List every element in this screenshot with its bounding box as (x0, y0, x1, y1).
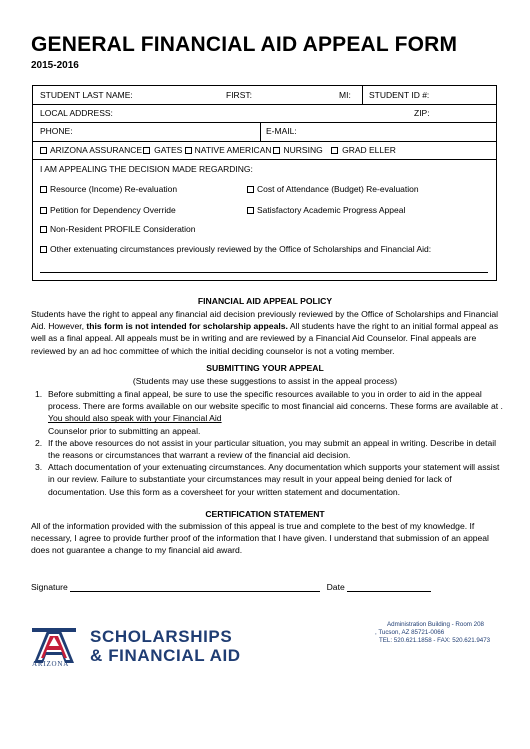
checkbox-arizona-assurance[interactable] (40, 147, 47, 154)
signature-line[interactable] (70, 583, 320, 592)
policy-bold-text: this form is not intended for scholarship appeals. (86, 321, 288, 332)
checkbox-cost-of-attendance[interactable] (247, 186, 254, 193)
signature-row (31, 582, 431, 592)
list-item: 2. If the above resources do not assist in your particular situation, you may submit an appeal in writing. Describe in detail the reasons or circumstances that warrant a review of the financial aid decision. (35, 437, 497, 461)
zip-label: ZIP: (414, 108, 430, 118)
appeal-form-box (32, 85, 497, 281)
certification-heading: CERTIFICATION STATEMENT (205, 509, 325, 519)
option-dependency-override (40, 205, 176, 215)
arizona-wordmark: ARIZONA (32, 660, 70, 668)
option-cost-of-attendance (247, 184, 419, 194)
checkbox-resource-income[interactable] (40, 186, 47, 193)
checkbox-non-resident-profile[interactable] (40, 226, 47, 233)
program-gates: GATES (154, 145, 183, 155)
list-item-text: If the above resources do not assist in your particular situation, you may submit an appeal in writing. Describe in detail the reasons or circumstances that warrant a review of the financial aid decision. (48, 437, 497, 461)
signature-label: Signature (31, 582, 68, 592)
local-address-label: LOCAL ADDRESS: (40, 108, 113, 118)
option-other-label: Other extenuating circumstances previously reviewed by the Office of Scholarships and Financial Aid: (50, 244, 432, 254)
logo-line1: SCHOLARSHIPS (90, 627, 233, 646)
phone-fax: TEL: 520.621.1858 - FAX: 520.621.9473 (379, 637, 491, 645)
policy-text-part2: All students have the right to an initial formal appeal as well as a final appeal. All appeals must be in writing and are reviewed by a Financial Aid Counselor. Final appeals are reviewed by an ad hoc committee of which the initial deciding counselor is not a voting member. (31, 321, 499, 356)
list-item-text: Before submitting a final appeal, be sure to use the specific resources available to you in order to aid in the appeal process. There are forms available on our website specific to most financial aid concerns. These forms are available at . (48, 389, 503, 412)
first-name-label: FIRST: (226, 90, 252, 100)
arizona-a-logo-icon (32, 625, 76, 665)
policy-text-part1: Students have the right to appeal any financial aid decision previously reviewed by the Office of Scholarships and Financial Aid. However, (31, 309, 499, 332)
address-line2: , Tucson, AZ 85721-0066 (375, 629, 445, 637)
page-title: GENERAL FINANCIAL AID APPEAL FORM (31, 33, 458, 56)
program-native-american: NATIVE AMERICAN (194, 145, 272, 155)
policy-heading: FINANCIAL AID APPEAL POLICY (197, 296, 333, 306)
option-other (40, 244, 431, 254)
student-last-name-label: STUDENT LAST NAME: (40, 90, 133, 100)
submitting-heading: SUBMITTING YOUR APPEAL (206, 363, 324, 373)
option-non-resident-profile (40, 224, 196, 234)
phone-label: PHONE: (40, 126, 73, 136)
program-grad-eller: GRAD ELLER (342, 145, 396, 155)
checkbox-gates[interactable] (143, 147, 150, 154)
address-line1: Administration Building - Room 208 (387, 621, 484, 628)
date-line[interactable] (347, 583, 431, 592)
option-sap-label: Satisfactory Academic Progress Appeal (257, 205, 406, 215)
checkbox-nursing[interactable] (273, 147, 280, 154)
checkbox-sap[interactable] (247, 207, 254, 214)
speak-with-counselor-link[interactable]: You should also speak with your Financial Aid (48, 413, 222, 424)
date-label: Date (326, 582, 345, 592)
list-item: 1. Before submitting a final appeal, be sure to use the specific resources available to you in order to aid in the appeal process. There are forms available on our website specific to most financial aid concerns. These forms are available at . You should also speak with your Financial Aid Counselor prior to submitting an appeal. (35, 389, 503, 436)
submitting-subheading: (Students may use these suggestions to assist in the appeal process) (132, 376, 398, 386)
option-cost-of-attendance-label: Cost of Attendance (Budget) Re-evaluation (257, 184, 419, 194)
logo-line2: & FINANCIAL AID (90, 646, 241, 665)
certification-text: All of the information provided with the submission of this appeal is true and complete to the best of my knowledge. If necessary, I agree to provide further proof of the information that I have given. I understand that submission of an appeal does not guarantee a change to my financial aid award. (31, 521, 489, 556)
option-resource-income-label: Resource (Income) Re-evaluation (50, 184, 178, 194)
email-label: E-MAIL: (266, 126, 297, 136)
checkbox-other[interactable] (40, 246, 47, 253)
other-write-in-line[interactable] (40, 272, 488, 273)
checkbox-dependency-override[interactable] (40, 207, 47, 214)
scholarships-logo-text (90, 627, 241, 665)
option-non-resident-profile-label: Non-Resident PROFILE Consideration (50, 224, 196, 234)
option-resource-income (40, 184, 177, 194)
policy-text (31, 308, 501, 357)
checkbox-grad-eller[interactable] (331, 147, 338, 154)
award-year: 2015-2016 (31, 60, 79, 71)
list-item-text: Counselor prior to submitting an appeal. (48, 425, 201, 436)
middle-initial-label: MI: (339, 90, 351, 100)
list-item: 3. Attach documentation of your extenuating circumstances. Any documentation which supports your statement will assist in our review. Failure to substantiate your circumstances may result in your appeal being denied for lack of documentation. Use this form as a coversheet for your written statement and documentation. (35, 462, 500, 497)
option-dependency-override-label: Petition for Dependency Override (50, 205, 176, 215)
appealing-label: I AM APPEALING THE DECISION MADE REGARDING: (40, 164, 253, 174)
list-item-text: Attach documentation of your extenuating circumstances. Any documentation which supports your statement will assist in our review. Failure to substantiate your circumstances may result in your appeal being denied for lack of documentation. Use this form as a coversheet for your written statement and documentation. (48, 462, 500, 497)
submitting-list (35, 388, 503, 498)
student-id-label: STUDENT ID #: (369, 90, 430, 100)
option-sap (247, 205, 405, 215)
program-row (40, 145, 396, 155)
program-nursing: NURSING (283, 145, 323, 155)
checkbox-native-american[interactable] (185, 147, 192, 154)
program-arizona-assurance: ARIZONA ASSURANCE (50, 145, 143, 155)
office-address (375, 621, 490, 646)
